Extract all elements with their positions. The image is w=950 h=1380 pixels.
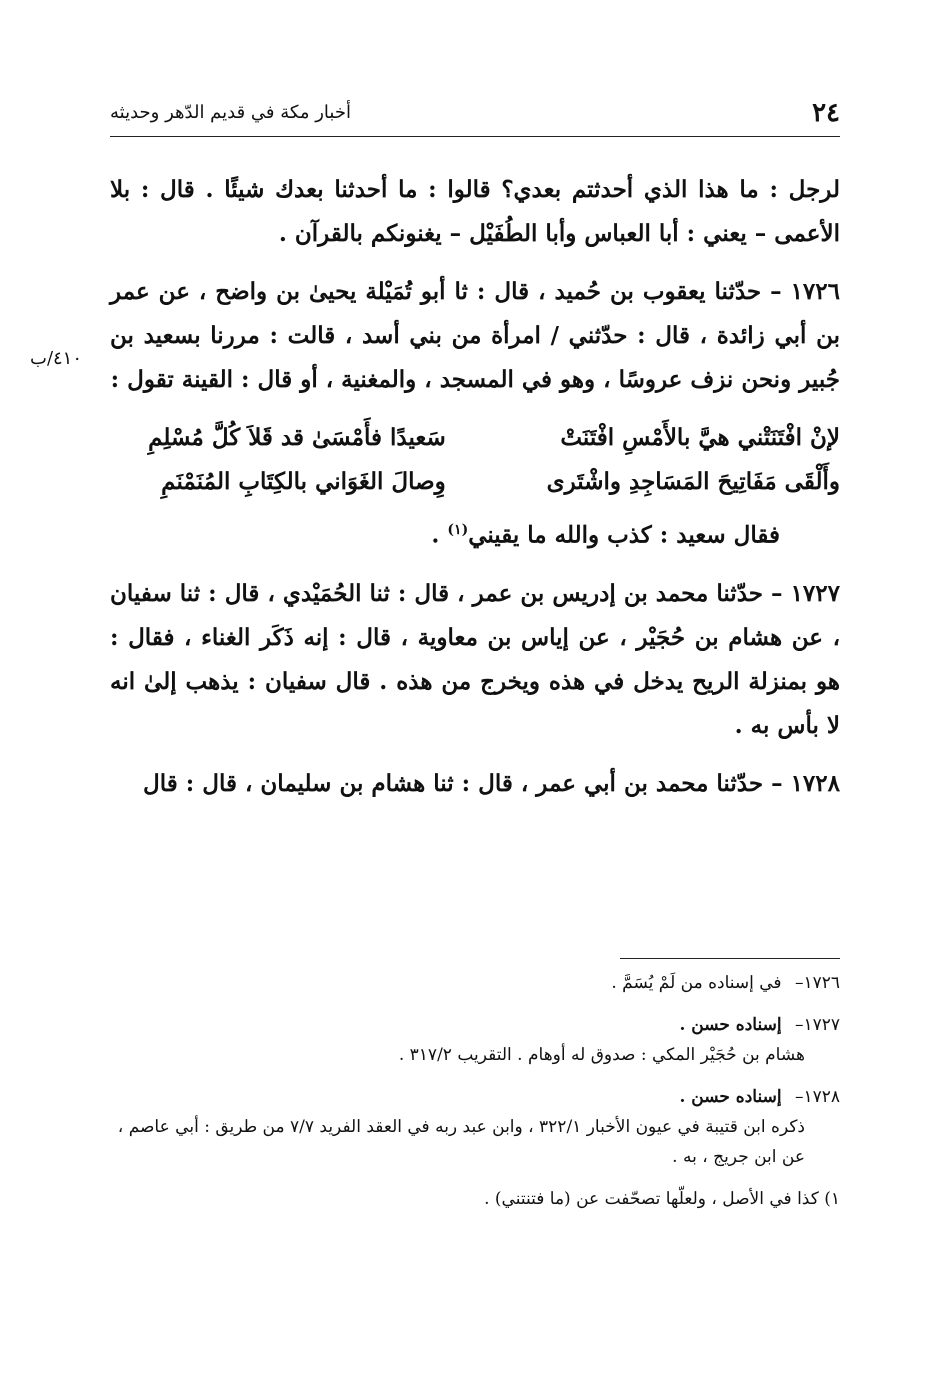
note-1726-text: في إسناده من لَمْ يُسَمَّ .	[611, 973, 782, 993]
verse-1	[110, 416, 840, 460]
note-1727-number: ١٧٢٧–	[794, 1015, 840, 1035]
page-number: ٢٤	[812, 98, 840, 128]
note-1728-number: ١٧٢٨–	[794, 1087, 840, 1107]
note-1728-detail: ذكره ابن قتيبة في عيون الأخبار ٣٢٢/١ ، وابن عبد ربه في العقد الفريد ٧/٧ من طريق : أبي عاصم ، عن ابن جريج ، به .	[117, 1117, 805, 1167]
running-title: أخبار مكة في قديم الدّهر وحديثه	[110, 102, 351, 123]
notes-section	[110, 968, 840, 1214]
paragraph-1726: ١٧٢٦ – حدّثنا يعقوب بن حُميد ، قال : ثا أبو تُمَيْلة يحيىٰ بن واضح ، عن عمر بن أبي زائدة ، قال : حدّثني / امرأة من بني أسد ، قالت : مررنا بسعيد بن جُبير ونحن نزف عروسًا ، وهو في المسجد ، والمغنية ، أو قال : القينة تقول :	[110, 278, 840, 393]
note-1728	[110, 1082, 840, 1172]
main-text	[110, 168, 840, 820]
saeed-reply-end: .	[431, 521, 448, 549]
page-header	[110, 90, 840, 137]
footnote-reference: (١)	[447, 522, 469, 538]
note-1727	[110, 1010, 840, 1070]
note-1727-detail: هشام بن حُجَيْر المكي : صدوق له أوهام . التقريب ٣١٧/٢ .	[398, 1045, 805, 1065]
note-1727-heading: إسناده حسن .	[679, 1015, 782, 1035]
poem	[110, 416, 840, 504]
paragraph-1728: ١٧٢٨ – حدّثنا محمد بن أبي عمر ، قال : ثنا هشام بن سليمان ، قال : قال	[143, 769, 840, 797]
note-1726	[110, 968, 840, 998]
verse-1-second-hemistich: سَعيدًا فأَمْسَىٰ قد قَلاَ كُلَّ مُسْلِمِ	[148, 424, 446, 451]
paragraph-saeed-reply	[110, 508, 840, 558]
footnote-divider	[620, 958, 840, 959]
verse-2	[110, 460, 840, 504]
paragraph-1727: ١٧٢٧ – حدّثنا محمد بن إدريس بن عمر ، قال : ثنا الحُمَيْدي ، قال : ثنا سفيان ، عن هشام بن حُجَيْر ، عن إياس بن معاوية ، قال : إنه ذَكَر الغناء ، فقال : هو بمنزلة الريح يدخل في هذه ويخرج من هذه . قال سفيان : يذهب إلىٰ انه لا بأس به .	[110, 579, 840, 739]
verse-2-first-hemistich: وأَلْقَى مَفَاتِيحَ المَسَاجِدِ واشْتَرى	[546, 468, 840, 495]
footnote-1: ١) كذا في الأصل ، ولعلّها تصحّفت عن (ما فتنتني) .	[484, 1189, 840, 1209]
verse-2-second-hemistich: وِصالَ الغَوَاني بالكِتَابِ المُنَمْنَمِ	[161, 468, 446, 495]
note-1728-heading: إسناده حسن .	[679, 1087, 782, 1107]
verse-1-first-hemistich: لإنْ افْتَنَتْني هيَّ بالأَمْسِ افْتَنَتْ	[560, 424, 840, 451]
saeed-reply-text: فقال سعيد : كذب والله ما يقيني	[468, 521, 780, 549]
note-1726-number: ١٧٢٦–	[794, 973, 840, 993]
paragraph-1: لرجل : ما هذا الذي أحدثتم بعدي؟ قالوا : ما أحدثنا بعدك شيئًا . قال : بلا الأعمى – يعني : أبا العباس وأبا الطُفَيْل – يغنونكم بالقرآن .	[110, 176, 840, 247]
manuscript-folio-note: ٤١٠/ب	[30, 348, 83, 369]
